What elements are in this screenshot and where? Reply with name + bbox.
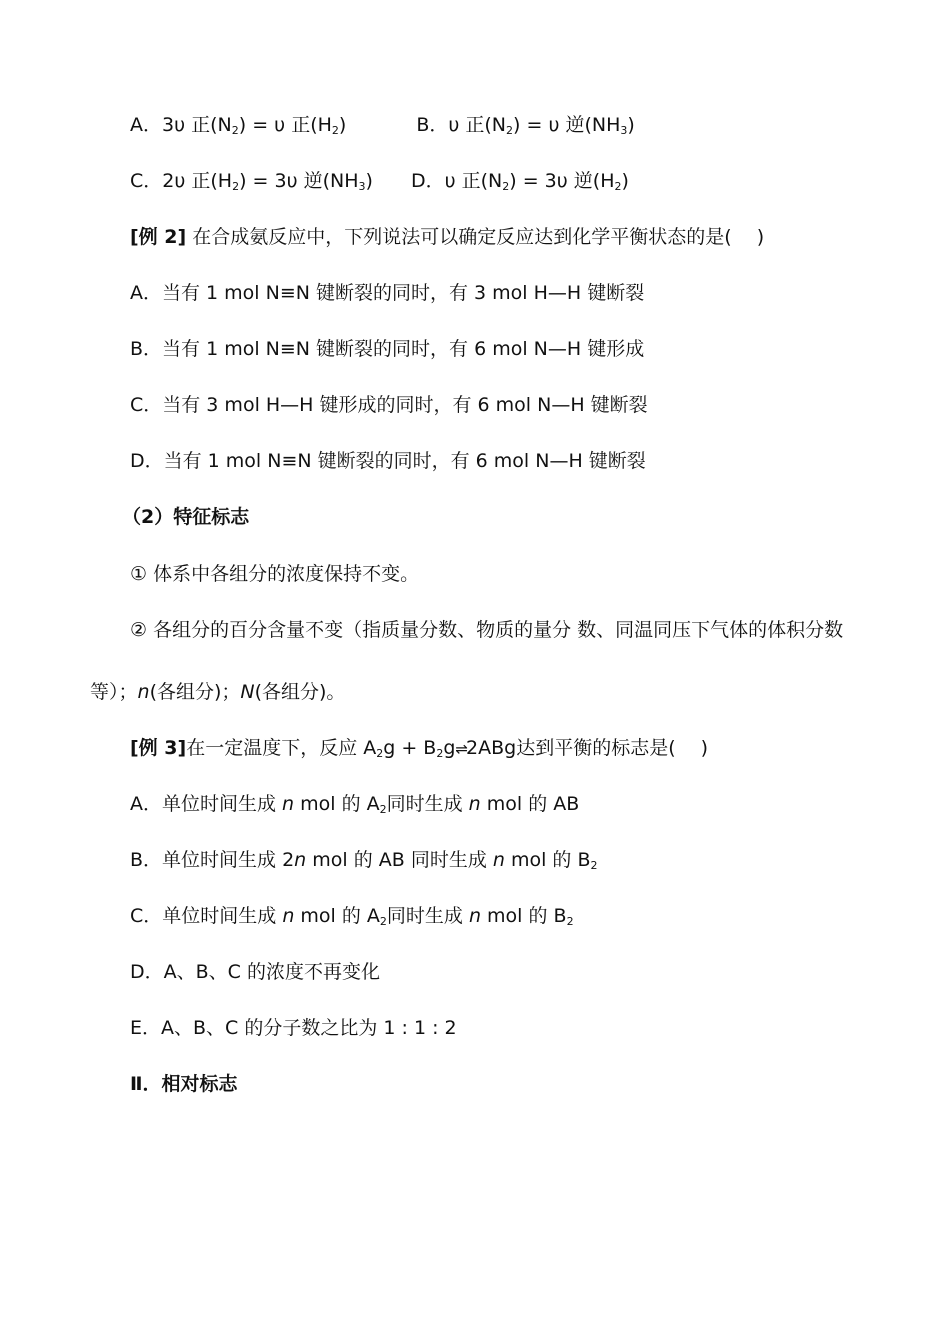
q1-option-b: B．υ 正$(N_2) = \upsilon$ 逆$(NH_3)$ [416,114,635,137]
section-2-item-2-line-1: ② 各组分的百分含量不变（指质量分数、物质的量分 数、同温同压下气体的体积分数 [130,619,844,641]
example-2-label: [例 2] [130,226,187,248]
example-3-option-e: E．A、B、C 的分子数之比为 1 : 1 : 2 [130,1017,457,1039]
example-3-option-c: C．单位时间生成 n mol 的 $A_2$同时生成 n mol 的 $B_2$ [130,905,574,928]
example-3-option-a: A．单位时间生成 n mol 的 $A_2$同时生成 n mol 的 AB [130,793,580,816]
example-2-option-d: D．当有 1 mol N≡N 键断裂的同时，有 6 mol N—H 键断裂 [130,450,646,472]
q1-options-row-1 [130,112,635,138]
q1-option-d: D．υ 正$(N_2) = 3\upsilon$ 逆$(H_2)$ [410,170,629,193]
section-2-item-1: ① 体系中各组分的浓度保持不变。 [130,563,420,585]
section-2-heading: （2）特征标志 [122,506,250,528]
q1-options-row-2 [130,168,629,194]
example-3-option-d: D．A、B、C 的浓度不再变化 [130,961,380,983]
example-3-option-b: B．单位时间生成 2n mol 的 AB 同时生成 n mol 的 $B_2$ [130,849,598,872]
example-2-question: [例 2] 在合成氨反应中，下列说法可以确定反应达到化学平衡状态的是( ) [130,226,765,248]
example-2-option-c: C．当有 3 mol H—H 键形成的同时，有 6 mol N—H 键断裂 [130,394,648,416]
example-2-option-a: A．当有 1 mol N≡N 键断裂的同时，有 3 mol H—H 键断裂 [130,282,645,304]
equilibrium-arrow-icon: ⇌ [455,740,466,758]
section-2-item-2-line-2: 等）；n(各组分)；N(各组分)。 [90,681,346,703]
section-relative-heading: Ⅱ．相对标志 [130,1073,238,1095]
q1-option-a: A．3υ 正$(N_2) = \upsilon$ 正$(H_2)$ [130,114,347,137]
example-3-question: [例 3]在一定温度下，反应 $A_2g$ + $B_2g\rightleftharpoons 2ABg$达到平衡的标志是( ) [130,737,709,760]
example-3-label: [例 3] [130,737,187,759]
example-2-option-b: B．当有 1 mol N≡N 键断裂的同时，有 6 mol N—H 键形成 [130,338,645,360]
q1-option-c: C．2υ 正$(H_2) = 3\upsilon$ 逆$(NH_3)$ [130,170,373,193]
